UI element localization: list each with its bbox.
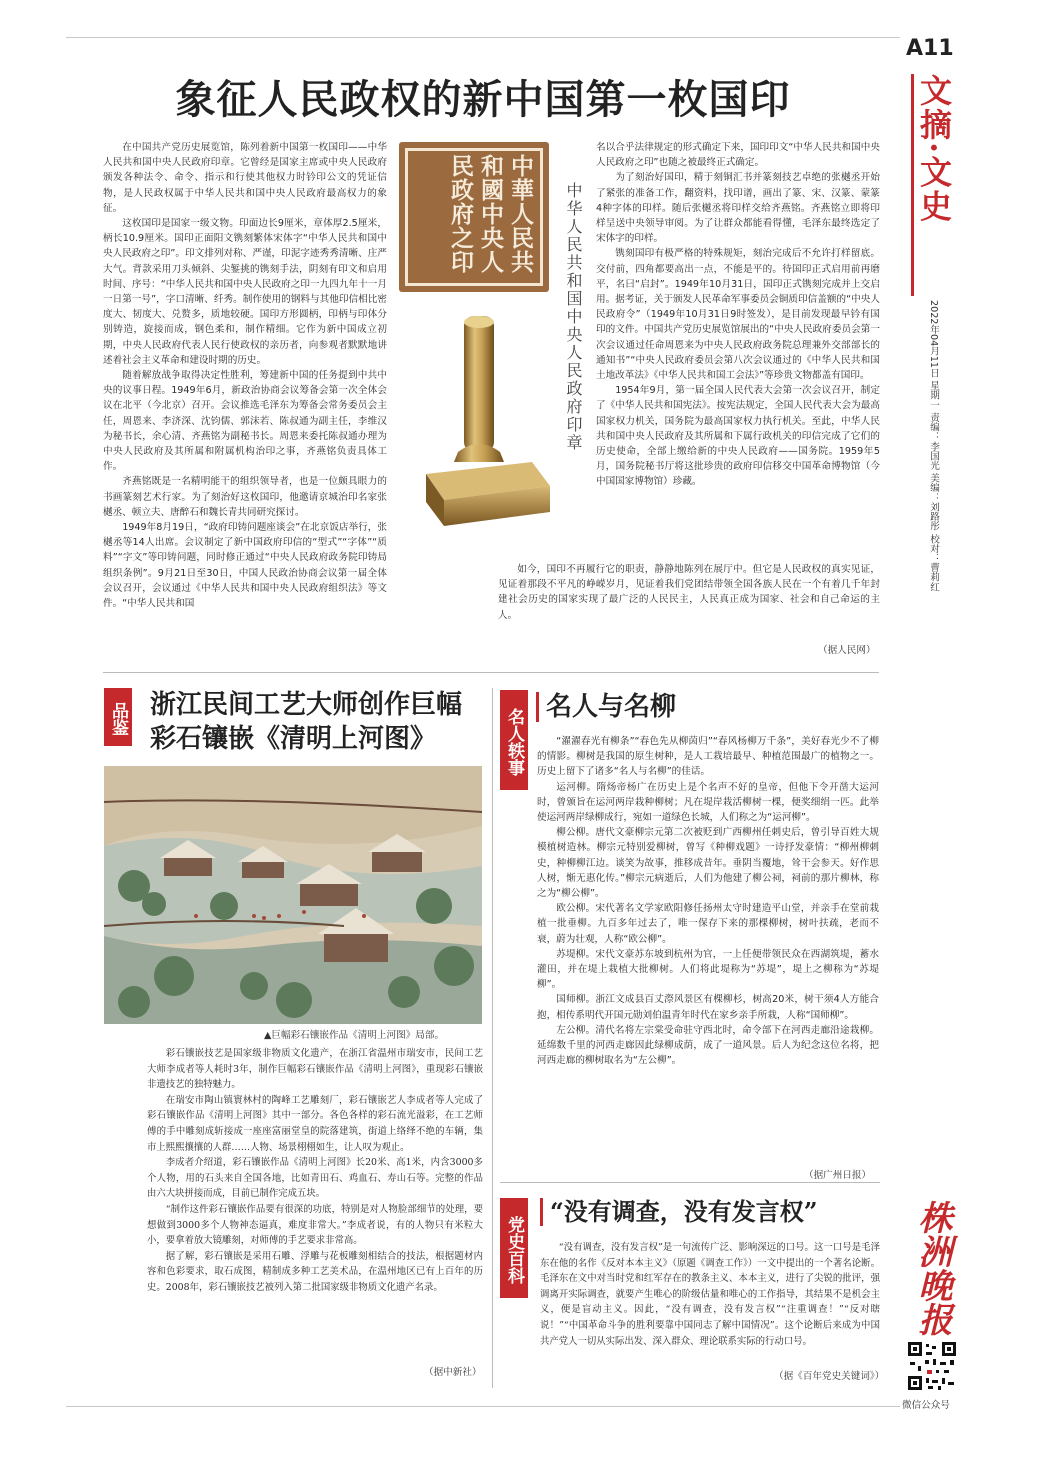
article1-title: 象征人民政权的新中国第一枚国印	[175, 76, 791, 123]
title-accent	[536, 692, 546, 722]
seal-caption: 中华人民共和国中央人民政府印章	[564, 182, 583, 452]
title-accent	[540, 1198, 550, 1226]
article2-body	[147, 1046, 483, 1362]
article3-title: 名人与名柳	[546, 692, 677, 722]
article1-paragraph: 名以合乎法律规定的形式确定下来，国印印文“中华人民共和国中央人民政府之印”也随之被最终正式确定。	[596, 142, 880, 169]
column-divider	[492, 688, 493, 1388]
article4-paragraph: “没有调查，没有发言权”是一句流传广泛、影响深远的口号。这一口号是毛泽东在他的名作《反对本本主义》（原题《调查工作》）一文中提出的一个著名论断。毛泽东在文中对当时党和红军存在的教条主义、本本主义，进行了尖锐的批评，强调离开实际调查，就要产生唯心的阶级估量和唯心的工作指导，其结果不是机会主义，便是盲动主义。因此，“没有调查，没有发言权”“注重调查！”“反对瞎说！”“中国革命斗争的胜利要靠中国同志了解中国情况”。这个论断后来成为中国共产党人一切从实际出发、深入群众、理论联系实际的行动口号。	[540, 1242, 880, 1347]
article1-paragraph: 随着解放战争取得决定性胜利，筹建新中国的任务提到中共中央的议事日程。1949年6月，新政治协商会议筹备会第一次全体会议在北平（今北京）召开。会议推选毛泽东为筹备会常务委员会主任，周恩来、李济深、沈钧儒、郭沫若、陈叔通为副主任，李维汉为秘书长，余心清、齐燕铭为副秘书长。周恩来委托陈叔通办理为中央人民政府及其所属和附属机构治印之事，齐燕铭负责具体工作。	[103, 370, 387, 473]
article2-tag: 品鉴	[104, 688, 132, 746]
section-label: 文摘·文史	[915, 74, 953, 224]
bottom-rule	[66, 1406, 900, 1407]
qingming-photo	[104, 766, 482, 1024]
article3-paragraph: 国师柳。浙江文成县百丈漈风景区有棵柳杉，树高20米，树干须4人方能合抱，相传系明代开国元勋刘伯温青年时代在家乡亲手所栽，人称“国师柳”。	[537, 994, 879, 1021]
article1-paragraph: 1954年9月，第一届全国人民代表大会第一次会议召开，制定了《中华人民共和国宪法》。按宪法规定，全国人民代表大会为最高国家权力机关，国务院为最高国家权力执行机关。至此，中华人民共和国中央人民政府及其所属和下属行政机关的印信完成了它们的历史使命，全部上缴给新的中央人民政府——国务院。1959年5月，国务院秘书厅将这批珍贵的政府印信移交中国革命博物馆（今中国国家博物馆）珍藏。	[596, 385, 880, 488]
issue-meta: 2022年04月11日 星期一 责编：李国光 美编：刘路彤 校对：曹莉红	[928, 300, 939, 592]
article1-body-left	[103, 140, 387, 688]
article2-source: （据中新社）	[424, 1367, 482, 1378]
article3-paragraph: 苏堤柳。宋代文豪苏东坡到杭州为官，一上任便带领民众在西湖筑堤，蓄水灌田，并在堤上栽植大批柳树。人们将此堤称为“苏堤”，堤上之柳称为“苏堤柳”。	[537, 948, 879, 991]
top-rule	[66, 37, 900, 38]
article4-body	[540, 1240, 880, 1366]
article4-source: （据《百年党史关键词》）	[774, 1371, 885, 1382]
article1-source: （据人民网）	[818, 645, 876, 656]
section-label-box	[911, 74, 952, 296]
article1-body-right	[596, 140, 880, 550]
article3-paragraph: 运河柳。隋炀帝杨广在历史上是个名声不好的皇帝，但他下令开凿大运河时，曾颁旨在运河两岸栽种柳树；凡在堤岸栽活柳树一棵，便奖细绢一匹。此举使运河两岸绿柳成行，宛如一道绿色长城，人们称之为“运河柳”。	[537, 781, 879, 824]
article4-tag: 党史百科	[500, 1198, 528, 1298]
article3-paragraph: 柳公柳。唐代文豪柳宗元第二次被贬到广西柳州任刺史后，曾引导百姓大规模植树造林。柳宗元特别爱柳树，曾写《种柳戏题》一诗抒发豪情：“柳州柳刺史，种柳柳江边。谈笑为故事，推移成昔年。垂阴当覆地，耸干会参天。好作思人树，惭无惠化传。”柳宗元病逝后，人们为他建了柳公祠，祠前的那片柳林，称之为“柳公柳”。	[537, 827, 879, 900]
section-divider	[103, 672, 879, 673]
article3-tag: 名人轶事	[500, 690, 528, 790]
article2-title-line1: 浙江民间工艺大师创作巨幅	[150, 690, 463, 720]
article3-source: （据广州日报）	[804, 1170, 872, 1181]
article2-paragraph: 李成者介绍道，彩石镶嵌作品《清明上河图》长20米、高1米，内含3000多个人物，用的石头来自全国各地，比如青田石、鸡血石、寿山石等。完整的作品由六大块拼接而成，目前已制作完成五块。	[147, 1157, 483, 1200]
article1-paragraph: 在中国共产党历史展览馆，陈列着新中国第一枚国印——中华人民共和国中央人民政府印章。它曾经是国家主席或中央人民政府颁发各种法令、命令、指示和行使其他权力时钤印公文的凭证信物，是人民政权属于中华人民共和国中央人民政府最高权力的象征。	[103, 142, 387, 214]
article2-paragraph: “制作这件彩石镶嵌作品要有很深的功底，特别是对人物脸部细节的处理，要想做到3000多个人物神态逼真，难度非常大。”李成者说，有的人物只有米粒大小，要拿着放大镜雕刻，对师傅的手艺要求非常高。	[147, 1203, 483, 1247]
seal-photo	[418, 312, 558, 534]
seal-impression	[399, 142, 549, 292]
article1-paragraph: 镌刻国印有极严格的特殊规矩，刻治完成后不允许打样留底。交付前，四角都要高出一点，不能是平的。待国印正式启用前再磨平，名曰“启封”。1949年10月31日，国印正式镌刻完成并上交启用。据考证，关于颁发人民革命军事委员会铜质印信盖额的“中央人民政府令”（1949年10月31日9时签发），是目前发现最早钤有国印的文件。中国共产党历史展览馆展出的“中央人民政府委员会第一次会议通过任命周恩来为中央人民政府政务院总理兼外交部部长的通知书”“中央人民政府委员会第八次会议通过的《中华人民共和国土地改革法》《中华人民共和国工会法》”等珍贵文物都盖有国印。	[596, 248, 880, 382]
article2-paragraph: 彩石镶嵌技艺是国家级非物质文化遗产，在浙江省温州市瑞安市，民间工艺大师李成者等人耗时3年，制作巨幅彩石镶嵌作品《清明上河图》，重现彩石镶嵌非遗技艺的独特魅力。	[147, 1048, 483, 1091]
seal-inscription: 中華人民共和國中央人民政府之印	[447, 154, 534, 274]
article1-paragraph: 如今，国印不再履行它的职责，静静地陈列在展厅中。但它是人民政权的真实见证，见证着那段不平凡的峥嵘岁月，见证着我们党团结带领全国各族人民在一个有着几千年封建社会历史的国家实现了最广泛的人民民主，人民真正成为国家、社会和自己命运的主人。	[498, 564, 880, 621]
article1-paragraph: 为了刻治好国印，精于刻铜汇书并篆刻技艺卓绝的张樾丞开始了紧张的准备工作，翻资料，找印谱，画出了篆、宋、汉篆、蒙篆4种字体的印样。随后张樾丞将印样交给齐燕铭。齐燕铭立即将印样呈送中央领导审阅。为了让群众都能看得懂，毛泽东最终选定了宋体字的印样。	[596, 172, 880, 245]
article1-body-bottom	[498, 562, 880, 640]
article3-paragraph: 欧公柳。宋代著名文学家欧阳修任扬州太守时建造平山堂，并亲手在堂前栽植一批垂柳。九百多年过去了，唯一保存下来的那棵柳树，树叶扶疏，老而不衰，蔚为壮观，人称“欧公柳”。	[537, 903, 879, 945]
article2-title-line2: 彩石镶嵌《清明上河图》	[150, 724, 437, 754]
article3-body	[537, 734, 879, 1142]
article3-paragraph: 左公柳。清代名将左宗棠受命驻守西北时，命令部下在河西走廊沿途栽柳。延绵数千里的河西走廊因此绿柳成荫，成了一道风景。后人为纪念这位名将，把河西走廊的柳树取名为“左公柳”。	[537, 1024, 879, 1067]
masthead-logo: 株洲晚报	[912, 1200, 952, 1336]
article1-paragraph: 齐燕铭既是一名精明能干的组织领导者，也是一位颇具眼力的书画篆刻艺术行家。为了刻治好这枚国印，他邀请京城治印名家张樾丞、顿立夫、唐醉石和魏长青共同研究探讨。	[103, 476, 387, 518]
section-divider	[500, 1182, 880, 1183]
article4-title: “没有调查，没有发言权”	[550, 1197, 818, 1226]
qr-code[interactable]	[906, 1340, 958, 1392]
article3-paragraph: “濯濯春光有柳条”“春色先从柳茵归”“春风杨柳万千条”，美好春光少不了柳的情影。柳树是我国的原生树种，是人工栽培最早、种植范围最广的植物之一。历史上留下了诸多“名人与名柳”的佳话。	[537, 736, 879, 778]
article2-paragraph: 据了解，彩石镶嵌是采用石雕、浮雕与花板雕刻相结合的技法，根据题材内容和色彩要求，取石成图，精制成多种工艺美术品，在温州地区已有上百年的历史。2008年，彩石镶嵌技艺被列入第二批国家级非物质文化遗产名录。	[147, 1250, 483, 1293]
article1-paragraph: 这枚国印是国家一级文物。印面边长9厘米，章体厚2.5厘米，柄长10.9厘米。国印正面阳文镌刻繁体宋体字“中华人民共和国中央人民政府之印”。印文排列对称、严谨，印泥字迹秀秀清晰、庄严大气。背款采用刀头倾斜、尖錾挑的镌刻手法，阴刻有印文和启用时间、序号：“中华人民共和国中央人民政府之印一九四九年十一月一日第一号”，字口清晰、纤秀。制作使用的钢料与其他印信相比密度大、韧度大、兑赘多，质地较硬。国印方形圆柄，印柄与印体分别铸造，旋接而成，钢色柔和，制作精细。它作为新中国成立初期，中央人民政府代表人民行使政权的亲历者，向参观者默默地讲述着社会主义革命和建设时期的历史。	[103, 218, 387, 366]
qr-caption: 微信公众号	[902, 1400, 950, 1411]
article2-paragraph: 在瑞安市陶山镇寰林村的陶峰工艺雕刻厂，彩石镶嵌艺人李成者等人完成了彩石镶嵌作品《清明上河图》其中一部分。各色各样的彩石流光溢彩，在工艺师傅的手中雕刻成斩接成一座座富丽堂皇的院落建筑，街道上络绎不绝的车辆，集市上熙熙攘攘的人群……人物、场景栩栩如生，让人叹为观止。	[147, 1094, 483, 1153]
photo-caption: ▲巨幅彩石镶嵌作品《清明上河图》局部。	[264, 1030, 445, 1041]
article1-paragraph: 1949年8月19日，“政府印铸问题座谈会”在北京饭店举行，张樾丞等14人出席。会议制定了新中国政府印信的“型式”“字体”“质料”“字文”等印铸问题，同时修正通过“中央人民政府政务院印铸局组织条例”。9月21日至30日，中国人民政治协商会议第一届全体会议召开，会议通过《中华人民共和国中央人民政府组织法》等文件。“中华人民共和国	[103, 522, 387, 610]
page-number: A11	[906, 36, 954, 61]
